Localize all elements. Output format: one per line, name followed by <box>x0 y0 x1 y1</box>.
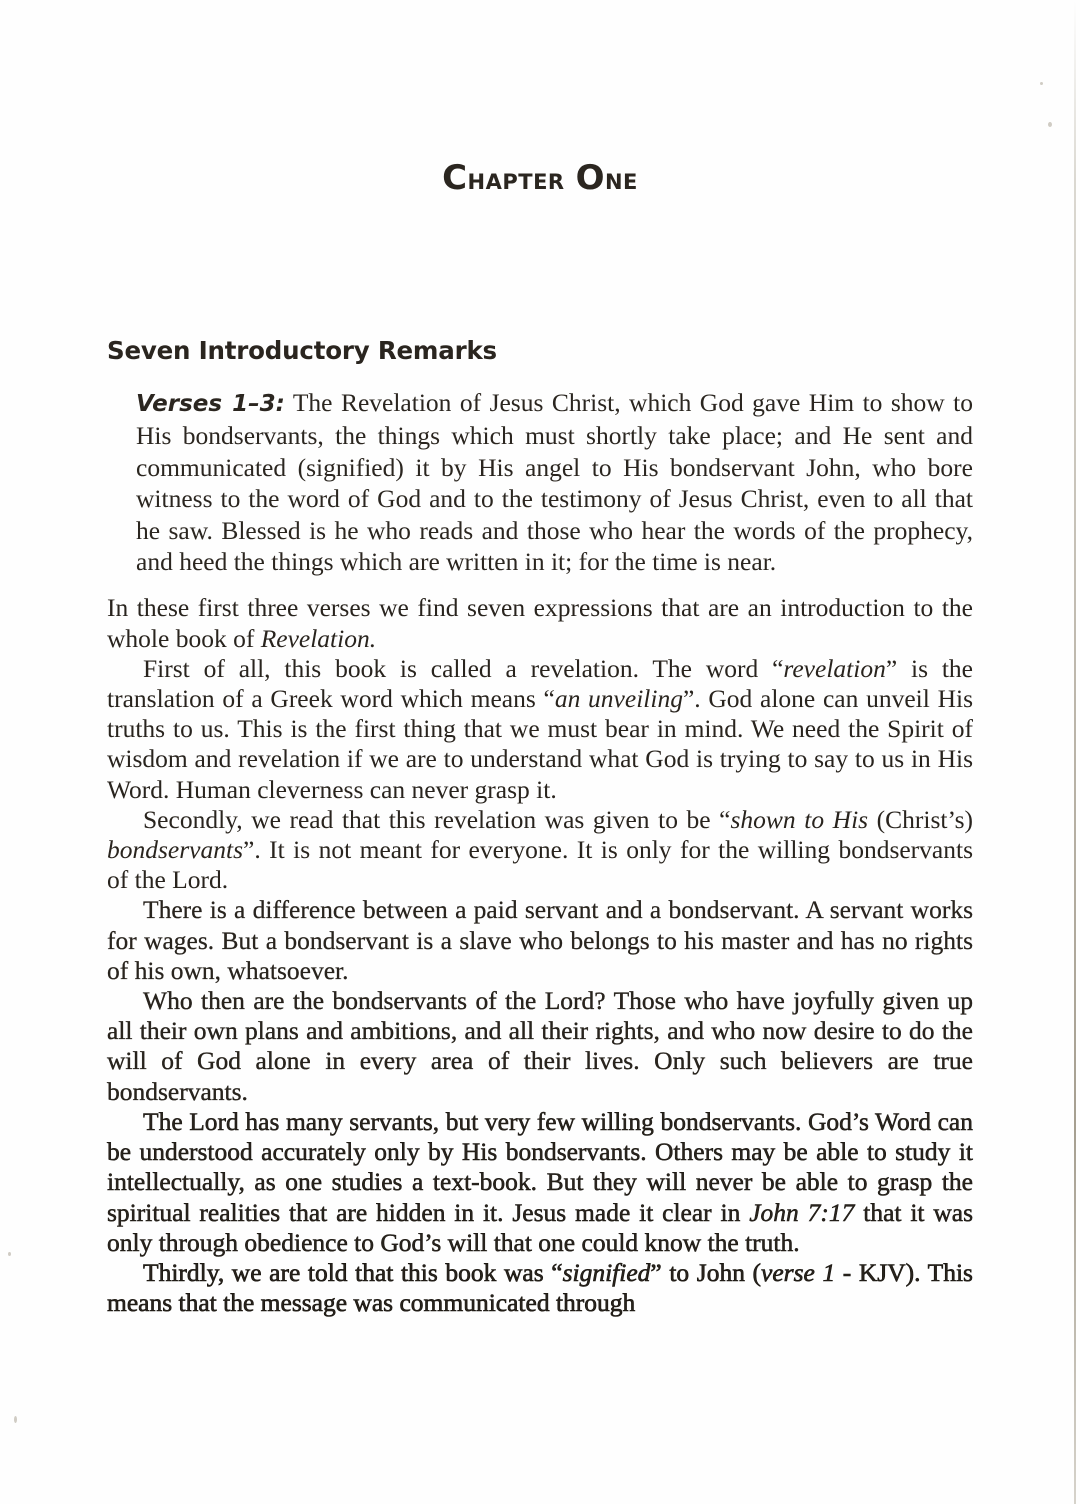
body-text: ”. God alone can unveil His truths to us. This is the first thing that we must bear in mind. We need the Spirit of wisdom and revelation if we are to understand what God is trying to say to us in His Word. Human cleverness can never grasp it. <box>107 684 973 804</box>
emphasis-text: verse 1 <box>761 1257 836 1287</box>
emphasis-text: bondservants <box>107 835 243 865</box>
emphasis-text: an unveiling <box>554 684 683 714</box>
scan-speck-artifact <box>1040 82 1043 85</box>
section-heading: Seven Introductory Remarks <box>107 336 497 365</box>
paragraph-p6 <box>107 1107 973 1258</box>
paragraph-p3 <box>107 805 973 896</box>
body-text: Secondly, we read that this revelation was given to be “ <box>143 804 731 834</box>
body-text: The Lord has many servants, but very few willing bondservants. God’s Word can be understood accurately only by His bondservants. Others may be able to study it intellectually, as one studies a text-book. But they will never be able to grasp the spiritual realities that are hidden in it. Jesus made it clear in <box>107 1106 973 1227</box>
page-title <box>0 158 1080 198</box>
scan-edge-artifact <box>1074 0 1076 1504</box>
page-title-word-one: ne <box>604 162 638 197</box>
emphasis-text: revelation <box>783 653 886 683</box>
body-text: There is a difference between a paid servant and a bondservant. A servant works for wages. But a bondservant is a slave who belongs to his master and has no rights of his own, whatsoever. <box>107 895 973 985</box>
body-text: that it was only through obedience to God’s will that one could know the truth. <box>107 1197 974 1257</box>
body-text: Who then are the bondservants of the Lord? Those who have joyfully given up all their own plans and ambitions, and all their rights, and who now desire to do the will of God alone in every area of their lives. Only such believers are true bondservants. <box>107 986 973 1106</box>
page-title-word-chapter: hapter <box>467 162 576 197</box>
emphasis-text: signified <box>562 1257 651 1287</box>
paragraph-p5 <box>107 986 973 1107</box>
body-text: First of all, this book is called a revelation. The word “ <box>143 653 784 683</box>
page-title-initial-c: C <box>442 158 468 198</box>
paragraph-p2 <box>107 654 973 805</box>
body-text: ”. It is not meant for everyone. It is only for the willing bondservants of the Lord. <box>107 835 973 895</box>
page-title-initial-o: O <box>575 158 605 198</box>
body-text: ” to John ( <box>650 1257 762 1287</box>
page-content <box>107 336 973 1318</box>
scan-speck-artifact <box>1048 122 1052 127</box>
verse-text: The Revelation of Jesus Christ, which God gave Him to show to His bondservants, the things which must shortly take place; and He sent and communicated (signified) it by His angel to His bondservant John, who bore witness to the word of God and to the testimony of Jesus Christ, even to all that he saw. Blessed is he who reads and those who hear the words of the prophecy, and heed the things which are written in it; for the time is near. <box>136 388 973 577</box>
scripture-quote <box>136 387 973 577</box>
emphasis-text: John 7:17 <box>749 1197 855 1227</box>
body-text: (Christ’s) <box>868 804 973 834</box>
body-text: Thirdly, we are told that this book was “ <box>143 1257 563 1287</box>
body-text: In these first three verses we find seven expressions that are an introduction to the whole book of <box>107 593 973 653</box>
scan-speck-artifact <box>8 1252 11 1256</box>
scan-speck-artifact <box>14 1416 17 1423</box>
paragraph-p1 <box>107 593 973 653</box>
verse-reference: Verses 1–3: <box>136 391 285 417</box>
emphasis-text: shown to His <box>730 804 869 834</box>
emphasis-text: Revelation. <box>260 623 377 653</box>
body-text: ” is the translation of a Greek word which means “ <box>107 653 973 714</box>
paragraph-p7 <box>107 1258 973 1318</box>
paragraph-p4 <box>107 895 973 986</box>
body-text: - KJV). This means that the message was communicated through <box>107 1257 973 1318</box>
